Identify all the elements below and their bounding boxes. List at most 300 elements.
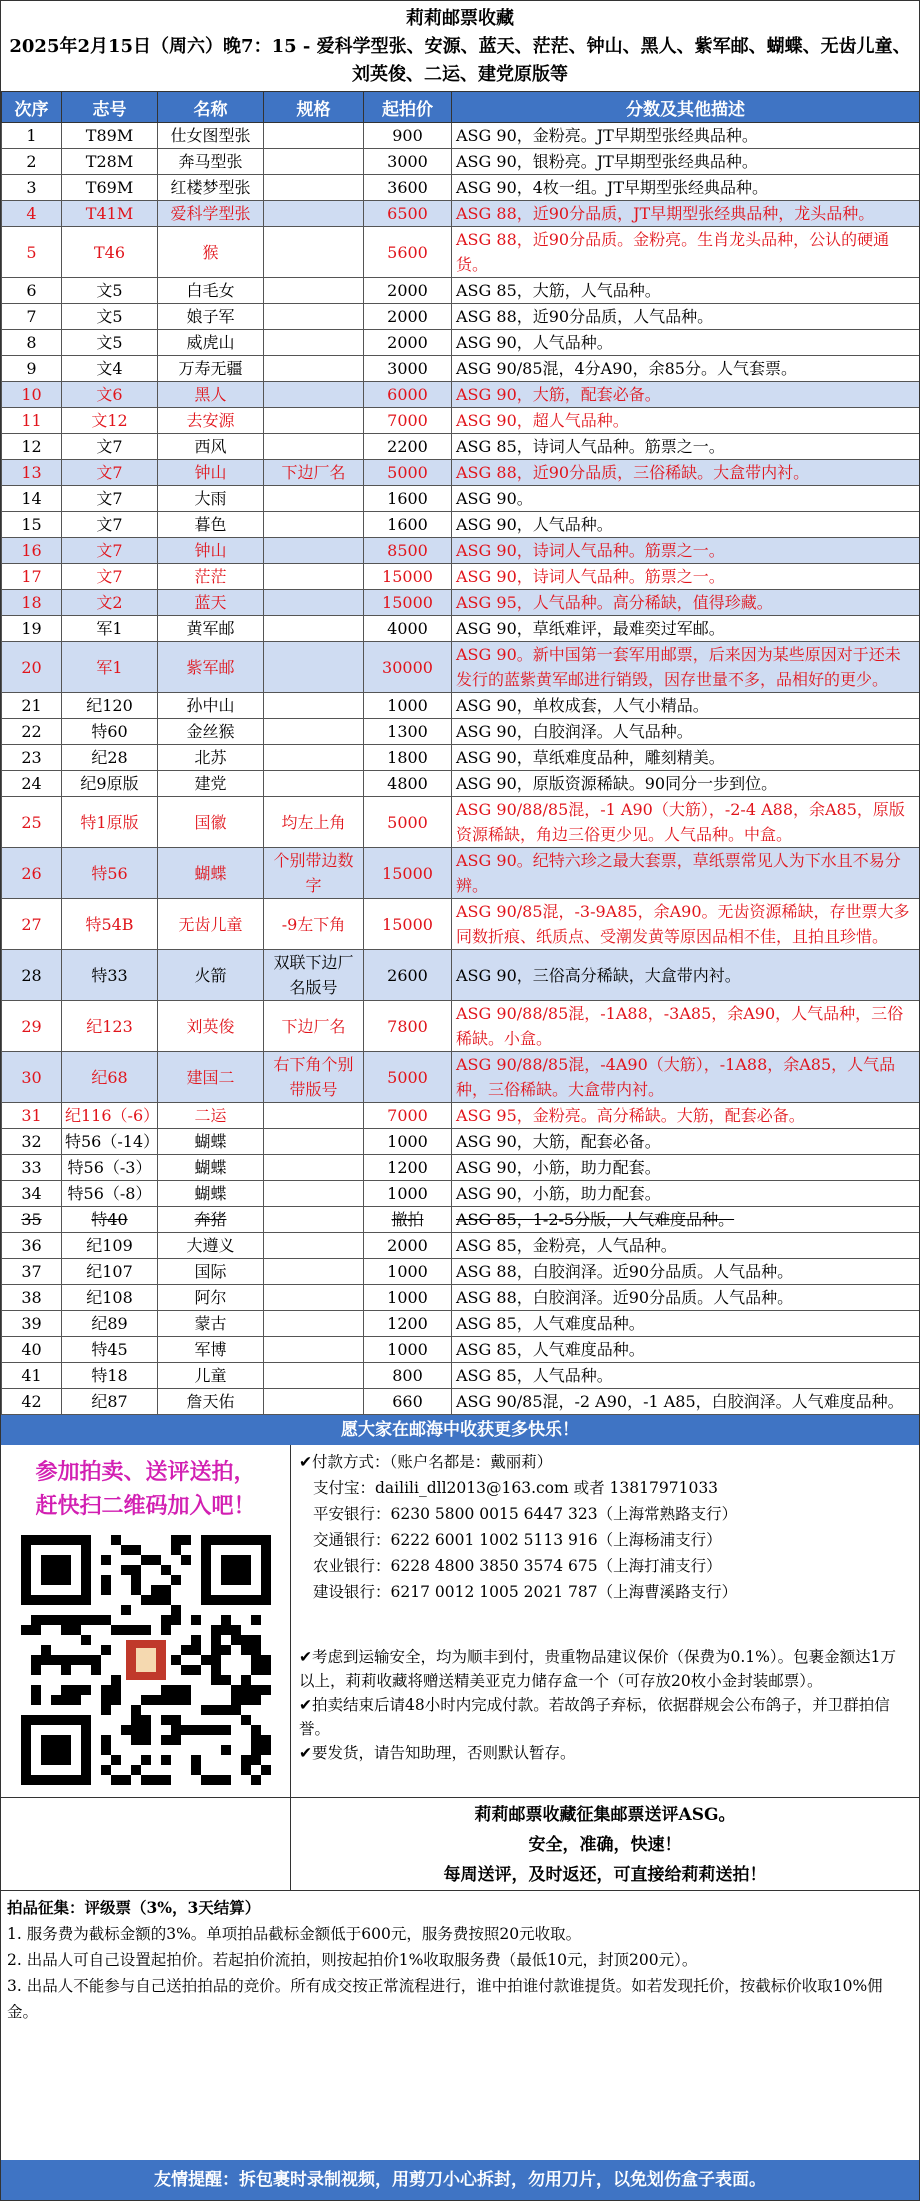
bank-line: 建设银行：6217 0012 1005 2021 787（上海曹溪路支行） xyxy=(313,1583,738,1601)
cell-no: 39 xyxy=(2,1311,62,1337)
table-row xyxy=(2,149,920,175)
cell-price: 660 xyxy=(364,1389,452,1415)
cell-desc: ASG 90，超人气品种。 xyxy=(452,408,920,434)
cell-spec xyxy=(264,1207,364,1233)
cell-spec xyxy=(264,1285,364,1311)
cell-spec xyxy=(264,1311,364,1337)
table-row xyxy=(2,1103,920,1129)
cell-spec xyxy=(264,486,364,512)
cell-desc: ASG 88，白胶润泽。近90分品质。人气品种。 xyxy=(452,1259,920,1285)
cell-no: 14 xyxy=(2,486,62,512)
cell-desc: ASG 90，诗词人气品种。筋票之一。 xyxy=(452,564,920,590)
table-row xyxy=(2,1285,920,1311)
cell-code: 纪116（-6） xyxy=(62,1103,158,1129)
rule-item: 1. 服务费为截标金额的3%。单项拍品截标金额低于600元，服务费按照20元收取。 xyxy=(7,1925,582,1943)
cell-name: 猴 xyxy=(158,227,264,278)
cell-code: 特56 xyxy=(62,848,158,899)
cell-spec xyxy=(264,590,364,616)
cell-name: 蝴蝶 xyxy=(158,1181,264,1207)
cell-code: 文7 xyxy=(62,538,158,564)
cell-code: 文12 xyxy=(62,408,158,434)
cell-no: 21 xyxy=(2,693,62,719)
bank-line: 农业银行：6228 4800 3850 3574 675（上海打浦支行） xyxy=(313,1557,722,1575)
cell-code: 纪108 xyxy=(62,1285,158,1311)
cell-name: 孙中山 xyxy=(158,693,264,719)
cell-spec xyxy=(264,642,364,693)
cell-code: 文5 xyxy=(62,304,158,330)
cell-desc: ASG 85，诗词人气品种。筋票之一。 xyxy=(452,434,920,460)
cell-desc: ASG 90，诗词人气品种。筋票之一。 xyxy=(452,538,920,564)
cell-code: 纪120 xyxy=(62,693,158,719)
cell-code: 军1 xyxy=(62,616,158,642)
cell-name: 威虎山 xyxy=(158,330,264,356)
payment-info xyxy=(291,1445,919,1639)
bank-line: 平安银行：6230 5800 0015 6447 323（上海常熟路支行） xyxy=(313,1505,738,1523)
cell-price: 3000 xyxy=(364,356,452,382)
cell-desc: ASG 90。新中国第一套军用邮票，后来因为某些原因对于还未发行的蓝紫黄军邮进行销毁，因存世量不多，品相好的更少。 xyxy=(452,642,920,693)
cell-price: 8500 xyxy=(364,538,452,564)
cell-spec: 下边厂名 xyxy=(264,460,364,486)
cell-code: T89M xyxy=(62,123,158,149)
lot-table xyxy=(1,91,920,1415)
table-row xyxy=(2,201,920,227)
cell-price: 900 xyxy=(364,123,452,149)
table-row xyxy=(2,434,920,460)
asg-line-1: 莉莉邮票收藏征集邮票送评ASG。 xyxy=(474,1805,736,1825)
cell-price: 1000 xyxy=(364,1259,452,1285)
cell-desc: ASG 85，人气难度品种。 xyxy=(452,1337,920,1363)
cell-no: 33 xyxy=(2,1155,62,1181)
col-price: 起拍价 xyxy=(364,92,452,123)
cell-price: 5600 xyxy=(364,227,452,278)
table-row xyxy=(2,950,920,1001)
table-row xyxy=(2,693,920,719)
cell-spec: 双联下边厂名版号 xyxy=(264,950,364,1001)
table-row xyxy=(2,460,920,486)
cell-desc: ASG 95，人气品种。高分稀缺，值得珍藏。 xyxy=(452,590,920,616)
join-panel xyxy=(1,1445,291,1797)
cell-code: 文2 xyxy=(62,590,158,616)
cell-price: 1800 xyxy=(364,745,452,771)
cell-spec xyxy=(264,564,364,590)
cell-desc: ASG 90/85混，-3-9A85，余A90。无齿资源稀缺，存世票大多同数折痕、纸质点、受潮发黄等原因品相不佳，且拍且珍惜。 xyxy=(452,899,920,950)
table-row xyxy=(2,1363,920,1389)
cell-spec xyxy=(264,1155,364,1181)
table-row xyxy=(2,590,920,616)
cell-name: 黑人 xyxy=(158,382,264,408)
cell-price: 2200 xyxy=(364,434,452,460)
col-desc: 分数及其他描述 xyxy=(452,92,920,123)
table-row xyxy=(2,1233,920,1259)
table-row xyxy=(2,1259,920,1285)
cell-no: 34 xyxy=(2,1181,62,1207)
cell-price: 1000 xyxy=(364,1337,452,1363)
cell-code: 纪28 xyxy=(62,745,158,771)
cell-code: 文7 xyxy=(62,434,158,460)
cell-spec xyxy=(264,175,364,201)
qr-code-icon[interactable] xyxy=(21,1535,271,1785)
cell-price: 5000 xyxy=(364,1052,452,1103)
cell-no: 25 xyxy=(2,797,62,848)
table-row xyxy=(2,123,920,149)
cell-code: 文7 xyxy=(62,512,158,538)
cell-no: 27 xyxy=(2,899,62,950)
cell-name: 蝴蝶 xyxy=(158,1155,264,1181)
cell-code: 特40 xyxy=(62,1207,158,1233)
cell-code: 特33 xyxy=(62,950,158,1001)
cell-price: 1200 xyxy=(364,1155,452,1181)
cell-no: 12 xyxy=(2,434,62,460)
table-row xyxy=(2,797,920,848)
cell-desc: ASG 85，大筋，人气品种。 xyxy=(452,278,920,304)
rule-item: 2. 出品人可自己设置起拍价。若起拍价流拍，则按起拍价1%收取服务费（最低10元，封顶200元）。 xyxy=(7,1951,698,1969)
cell-no: 24 xyxy=(2,771,62,797)
cell-desc: ASG 90，原版资源稀缺。90同分一步到位。 xyxy=(452,771,920,797)
cell-name: 火箭 xyxy=(158,950,264,1001)
cell-code: 特60 xyxy=(62,719,158,745)
asg-line-2: 安全，准确，快速！ xyxy=(528,1835,682,1855)
cell-no: 5 xyxy=(2,227,62,278)
join-line-1: 参加拍卖、送评送拍， xyxy=(35,1459,256,1485)
asg-line-3: 每周送评，及时返还，可直接给莉莉送拍！ xyxy=(443,1865,767,1885)
cell-no: 16 xyxy=(2,538,62,564)
cell-name: 去安源 xyxy=(158,408,264,434)
table-row xyxy=(2,512,920,538)
cell-spec xyxy=(264,408,364,434)
cell-code: 纪123 xyxy=(62,1001,158,1052)
table-row xyxy=(2,1052,920,1103)
cell-no: 37 xyxy=(2,1259,62,1285)
table-row xyxy=(2,278,920,304)
cell-name: 茫茫 xyxy=(158,564,264,590)
table-row xyxy=(2,848,920,899)
asg-panel xyxy=(291,1798,919,1890)
cell-spec xyxy=(264,719,364,745)
cell-spec xyxy=(264,1103,364,1129)
cell-name: 暮色 xyxy=(158,512,264,538)
lower-left-spacer xyxy=(1,1798,291,1890)
cell-spec xyxy=(264,745,364,771)
cell-name: 刘英俊 xyxy=(158,1001,264,1052)
cell-no: 30 xyxy=(2,1052,62,1103)
cell-no: 26 xyxy=(2,848,62,899)
cell-desc: ASG 90/88/85混，-1A88，-3A85，余A90，人气品种，三俗稀缺。小盒。 xyxy=(452,1001,920,1052)
col-spec: 规格 xyxy=(264,92,364,123)
cell-desc: ASG 85，人气难度品种。 xyxy=(452,1311,920,1337)
bank-line: 交通银行：6222 6001 1002 5113 916（上海杨浦支行） xyxy=(313,1531,722,1549)
cell-name: 紫军邮 xyxy=(158,642,264,693)
col-name: 名称 xyxy=(158,92,264,123)
cell-spec xyxy=(264,538,364,564)
cell-code: 军1 xyxy=(62,642,158,693)
cell-desc: ASG 88，近90分品质，人气品种。 xyxy=(452,304,920,330)
cell-no: 23 xyxy=(2,745,62,771)
cell-price: 7000 xyxy=(364,408,452,434)
cell-no: 29 xyxy=(2,1001,62,1052)
cell-price: 2000 xyxy=(364,1233,452,1259)
cell-name: 建党 xyxy=(158,771,264,797)
cell-code: 纪89 xyxy=(62,1311,158,1337)
cell-no: 6 xyxy=(2,278,62,304)
cell-price: 3000 xyxy=(364,149,452,175)
cell-code: T28M xyxy=(62,149,158,175)
cell-desc: ASG 95，金粉亮。高分稀缺。大筋，配套必备。 xyxy=(452,1103,920,1129)
cell-spec xyxy=(264,356,364,382)
cell-code: T46 xyxy=(62,227,158,278)
cell-desc: ASG 90，大筋，配套必备。 xyxy=(452,1129,920,1155)
cell-spec xyxy=(264,1389,364,1415)
cell-code: 纪9原版 xyxy=(62,771,158,797)
cell-desc: ASG 90，人气品种。 xyxy=(452,512,920,538)
cell-name: 无齿儿童 xyxy=(158,899,264,950)
cell-code: T69M xyxy=(62,175,158,201)
cell-no: 35 xyxy=(2,1207,62,1233)
cell-desc: ASG 88，近90分品质。金粉亮。生肖龙头品种，公认的硬通货。 xyxy=(452,227,920,278)
cell-code: 特56（-3） xyxy=(62,1155,158,1181)
info-section xyxy=(1,1445,919,1798)
col-code: 志号 xyxy=(62,92,158,123)
cell-name: 蝴蝶 xyxy=(158,848,264,899)
cell-no: 2 xyxy=(2,149,62,175)
table-row xyxy=(2,175,920,201)
cell-desc: ASG 90/85混，4分A90，余85分。人气套票。 xyxy=(452,356,920,382)
cell-no: 17 xyxy=(2,564,62,590)
cell-price: 6000 xyxy=(364,382,452,408)
cell-spec xyxy=(264,304,364,330)
cell-spec xyxy=(264,771,364,797)
cell-code: 特56（-8） xyxy=(62,1181,158,1207)
cell-spec xyxy=(264,123,364,149)
cell-code: 纪109 xyxy=(62,1233,158,1259)
col-no: 次序 xyxy=(2,92,62,123)
notes xyxy=(291,1639,919,1771)
cell-desc: ASG 90，金粉亮。JT早期型张经典品种。 xyxy=(452,123,920,149)
table-row xyxy=(2,719,920,745)
cell-price: 5000 xyxy=(364,797,452,848)
auction-subtitle: 2025年2月15日（周六）晚7：15 - 爱科学型张、安源、蓝天、茫茫、钟山、黑人、紫军邮、蝴蝶、无齿儿童、刘英俊、二运、建党原版等 xyxy=(9,36,911,85)
cell-name: 娘子军 xyxy=(158,304,264,330)
cell-name: 建国二 xyxy=(158,1052,264,1103)
cell-code: T41M xyxy=(62,201,158,227)
cell-no: 38 xyxy=(2,1285,62,1311)
cell-price: 2000 xyxy=(364,304,452,330)
reminder-bar: 友情提醒：拆包裹时录制视频，用剪刀小心拆封，勿用刀片，以免划伤盒子表面。 xyxy=(1,2160,919,2200)
cell-spec xyxy=(264,693,364,719)
cell-desc: ASG 90/88/85混，-1 A90（大筋），-2-4 A88，余A85，原版资源稀缺，角边三俗更少见。人气品种。中盒。 xyxy=(452,797,920,848)
wish-bar: 愿大家在邮海中收获更多快乐！ xyxy=(1,1415,919,1445)
rules-title: 拍品征集：评级票（3%，3天结算） xyxy=(7,1898,261,1917)
table-row xyxy=(2,642,920,693)
payment-panel xyxy=(291,1445,919,1797)
table-row xyxy=(2,1311,920,1337)
cell-spec xyxy=(264,1363,364,1389)
cell-price: 1000 xyxy=(364,1285,452,1311)
cell-desc: ASG 90，人气品种。 xyxy=(452,330,920,356)
cell-code: 纪68 xyxy=(62,1052,158,1103)
cell-price: 1000 xyxy=(364,1129,452,1155)
cell-name: 奔马型张 xyxy=(158,149,264,175)
cell-spec xyxy=(264,149,364,175)
cell-no: 31 xyxy=(2,1103,62,1129)
cell-price: 800 xyxy=(364,1363,452,1389)
cell-desc: ASG 90。纪特六珍之最大套票，草纸票常见人为下水且不易分辨。 xyxy=(452,848,920,899)
table-row xyxy=(2,616,920,642)
table-row xyxy=(2,330,920,356)
cell-desc: ASG 90，白胶润泽。人气品种。 xyxy=(452,719,920,745)
table-row xyxy=(2,356,920,382)
table-row xyxy=(2,1337,920,1363)
cell-desc: ASG 85，人气品种。 xyxy=(452,1363,920,1389)
cell-desc: ASG 90，三俗高分稀缺，大盒带内衬。 xyxy=(452,950,920,1001)
cell-code: 文4 xyxy=(62,356,158,382)
cell-price: 4000 xyxy=(364,616,452,642)
cell-name: 军博 xyxy=(158,1337,264,1363)
cell-spec: -9左下角 xyxy=(264,899,364,950)
cell-no: 4 xyxy=(2,201,62,227)
cell-price: 2000 xyxy=(364,330,452,356)
rule-item: 3. 出品人不能参与自己送拍拍品的竞价。所有成交按正常流程进行，谁中拍谁付款谁提货。如若发现托价，按截标价收取10%佣金。 xyxy=(7,1977,883,2021)
cell-name: 大雨 xyxy=(158,486,264,512)
cell-desc: ASG 90，草纸难度品种，雕刻精美。 xyxy=(452,745,920,771)
cell-price: 1600 xyxy=(364,512,452,538)
cell-price: 1600 xyxy=(364,486,452,512)
cell-price: 1000 xyxy=(364,693,452,719)
cell-price: 15000 xyxy=(364,564,452,590)
cell-price: 5000 xyxy=(364,460,452,486)
cell-spec xyxy=(264,512,364,538)
cell-no: 42 xyxy=(2,1389,62,1415)
note-delivery: ✔要发货，请告知助理，否则默认暂存。 xyxy=(299,1744,576,1762)
cell-name: 黄军邮 xyxy=(158,616,264,642)
cell-name: 钟山 xyxy=(158,460,264,486)
cell-name: 红楼梦型张 xyxy=(158,175,264,201)
table-row xyxy=(2,227,920,278)
note-payment: ✔拍卖结束后请48小时内完成付款。若故鸽子弃标，依据群规会公布鸽子，并卫群拍信誉。 xyxy=(299,1696,890,1738)
join-line-2: 赶快扫二维码加入吧！ xyxy=(35,1493,256,1519)
cell-spec: 个别带边数字 xyxy=(264,848,364,899)
cell-code: 文7 xyxy=(62,460,158,486)
cell-spec xyxy=(264,1259,364,1285)
table-row xyxy=(2,1181,920,1207)
sheet-title: 莉莉邮票收藏 xyxy=(406,8,514,29)
cell-desc: ASG 88，近90分品质，三俗稀缺。大盒带内衬。 xyxy=(452,460,920,486)
cell-spec xyxy=(264,201,364,227)
cell-spec xyxy=(264,330,364,356)
cell-spec xyxy=(264,227,364,278)
table-row xyxy=(2,564,920,590)
cell-desc: ASG 85，1-2-5分版，人气难度品种。 xyxy=(452,1207,920,1233)
cell-desc: ASG 90，单枚成套，人气小精品。 xyxy=(452,693,920,719)
cell-name: 国徽 xyxy=(158,797,264,848)
cell-price: 1300 xyxy=(364,719,452,745)
cell-price: 撤拍 xyxy=(364,1207,452,1233)
cell-desc: ASG 90，小筋，助力配套。 xyxy=(452,1155,920,1181)
cell-price: 2600 xyxy=(364,950,452,1001)
cell-code: 特54B xyxy=(62,899,158,950)
cell-spec xyxy=(264,616,364,642)
cell-no: 20 xyxy=(2,642,62,693)
cell-no: 7 xyxy=(2,304,62,330)
cell-name: 白毛女 xyxy=(158,278,264,304)
cell-name: 仕女图型张 xyxy=(158,123,264,149)
cell-desc: ASG 90/88/85混，-4A90（大筋），-1A88，余A85，人气品种，三俗稀缺。大盒带内衬。 xyxy=(452,1052,920,1103)
cell-price: 6500 xyxy=(364,201,452,227)
table-header-row xyxy=(2,92,920,123)
cell-code: 特18 xyxy=(62,1363,158,1389)
cell-name: 万寿无疆 xyxy=(158,356,264,382)
cell-no: 18 xyxy=(2,590,62,616)
cell-price: 15000 xyxy=(364,899,452,950)
table-row xyxy=(2,538,920,564)
cell-price: 7000 xyxy=(364,1103,452,1129)
cell-spec: 下边厂名 xyxy=(264,1001,364,1052)
cell-code: 文7 xyxy=(62,486,158,512)
table-row xyxy=(2,382,920,408)
table-row xyxy=(2,1129,920,1155)
note-shipping: ✔考虑到运输安全，均为顺丰到付，贵重物品建议保价（保费为0.1%）。包裹金额达1万以上，莉莉收藏将赠送精美亚克力储存盒一个（可存放20枚小金封装邮票）。 xyxy=(299,1648,896,1690)
cell-name: 詹天佑 xyxy=(158,1389,264,1415)
table-row xyxy=(2,408,920,434)
table-row xyxy=(2,771,920,797)
cell-desc: ASG 90，4枚一组。JT早期型张经典品种。 xyxy=(452,175,920,201)
cell-no: 10 xyxy=(2,382,62,408)
table-row xyxy=(2,1155,920,1181)
cell-desc: ASG 90/85混，-2 A90，-1 A85，白胶润泽。人气难度品种。 xyxy=(452,1389,920,1415)
payment-title: ✔付款方式：（账户名都是：戴丽莉） xyxy=(299,1453,553,1471)
cell-price: 15000 xyxy=(364,848,452,899)
cell-desc: ASG 90，大筋，配套必备。 xyxy=(452,382,920,408)
cell-code: 文6 xyxy=(62,382,158,408)
cell-no: 32 xyxy=(2,1129,62,1155)
cell-code: 纪107 xyxy=(62,1259,158,1285)
cell-no: 8 xyxy=(2,330,62,356)
cell-no: 11 xyxy=(2,408,62,434)
cell-spec xyxy=(264,1233,364,1259)
cell-no: 22 xyxy=(2,719,62,745)
cell-code: 特1原版 xyxy=(62,797,158,848)
cell-desc: ASG 90。 xyxy=(452,486,920,512)
cell-price: 1000 xyxy=(364,1181,452,1207)
cell-name: 蝴蝶 xyxy=(158,1129,264,1155)
cell-desc: ASG 85，金粉亮，人气品种。 xyxy=(452,1233,920,1259)
table-row xyxy=(2,304,920,330)
header xyxy=(1,1,919,91)
cell-spec: 均左上角 xyxy=(264,797,364,848)
cell-price: 7800 xyxy=(364,1001,452,1052)
cell-spec xyxy=(264,1181,364,1207)
cell-spec: 右下角个别带版号 xyxy=(264,1052,364,1103)
cell-spec xyxy=(264,1337,364,1363)
cell-price: 1200 xyxy=(364,1311,452,1337)
cell-no: 41 xyxy=(2,1363,62,1389)
cell-code: 特45 xyxy=(62,1337,158,1363)
cell-no: 28 xyxy=(2,950,62,1001)
table-row xyxy=(2,486,920,512)
cell-name: 钟山 xyxy=(158,538,264,564)
cell-price: 2000 xyxy=(364,278,452,304)
cell-desc: ASG 90，草纸难评，最难奕过军邮。 xyxy=(452,616,920,642)
cell-code: 文5 xyxy=(62,278,158,304)
cell-spec xyxy=(264,434,364,460)
cell-name: 二运 xyxy=(158,1103,264,1129)
cell-no: 19 xyxy=(2,616,62,642)
cell-desc: ASG 90，小筋，助力配套。 xyxy=(452,1181,920,1207)
table-row xyxy=(2,899,920,950)
table-row xyxy=(2,1389,920,1415)
cell-spec xyxy=(264,382,364,408)
cell-name: 大遵义 xyxy=(158,1233,264,1259)
table-row xyxy=(2,745,920,771)
